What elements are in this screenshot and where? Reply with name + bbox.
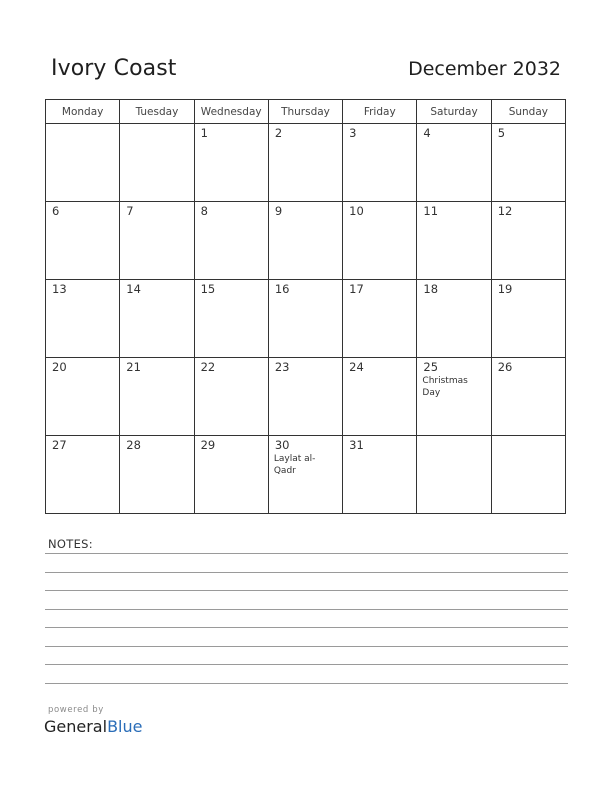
day-number: 3 — [349, 126, 357, 140]
day-number: 28 — [126, 438, 141, 452]
week-row — [46, 202, 566, 280]
day-number — [46, 124, 119, 127]
note-line — [45, 553, 568, 554]
weekday-friday: Friday — [343, 100, 417, 124]
day-cell — [194, 202, 268, 280]
day-cell — [268, 124, 342, 202]
day-cell — [120, 358, 194, 436]
day-cell — [120, 124, 194, 202]
powered-by-text: powered by — [48, 705, 104, 715]
note-line — [45, 646, 568, 647]
day-cell — [268, 202, 342, 280]
day-number: 1 — [200, 126, 208, 140]
day-cell — [120, 202, 194, 280]
brand-blue-text: Blue — [107, 717, 143, 736]
day-cell — [417, 436, 491, 514]
day-number: 4 — [423, 126, 431, 140]
note-line — [45, 627, 568, 628]
day-cell — [491, 280, 565, 358]
note-line — [45, 572, 568, 573]
day-number: 17 — [349, 282, 364, 296]
day-cell — [491, 436, 565, 514]
day-cell — [343, 202, 417, 280]
day-cell — [343, 124, 417, 202]
day-number: 9 — [274, 204, 283, 218]
day-cell — [194, 280, 268, 358]
day-cell — [194, 436, 268, 514]
day-number: 15 — [200, 282, 216, 296]
brand-general-text: General — [44, 717, 108, 736]
day-cell — [194, 124, 268, 202]
week-row — [46, 436, 566, 514]
month-year-title: December 2032 — [408, 58, 561, 80]
weekday-sunday: Sunday — [491, 100, 565, 124]
weekday-saturday: Saturday — [417, 100, 491, 124]
holiday-label: Laylat al-Qadr — [273, 454, 316, 476]
day-number: 10 — [349, 204, 364, 218]
day-cell — [268, 358, 342, 436]
generalblue-logo[interactable] — [44, 717, 142, 736]
notes-label: NOTES: — [48, 537, 93, 551]
day-cell — [491, 202, 565, 280]
note-line — [45, 683, 568, 684]
day-number: 5 — [497, 126, 506, 140]
day-cell — [343, 436, 417, 514]
note-line — [45, 664, 568, 665]
day-cell — [120, 280, 194, 358]
calendar-grid — [45, 99, 566, 514]
holiday-label: Christmas Day — [422, 376, 468, 398]
week-row — [46, 358, 566, 436]
day-number: 18 — [423, 282, 439, 296]
day-number: 31 — [349, 438, 364, 452]
day-number: 8 — [200, 204, 208, 218]
note-line — [45, 590, 568, 591]
day-number: 24 — [349, 360, 364, 374]
day-number: 6 — [52, 204, 60, 218]
day-number: 14 — [126, 282, 141, 296]
day-number: 25 — [423, 360, 439, 374]
country-title: Ivory Coast — [51, 56, 177, 81]
day-number: 30 — [274, 438, 290, 452]
weekday-monday: Monday — [46, 100, 120, 124]
day-number: 26 — [497, 360, 513, 374]
day-cell — [268, 436, 342, 514]
day-cell — [46, 202, 120, 280]
note-line — [45, 609, 568, 610]
day-number: 23 — [274, 360, 290, 374]
day-number: 19 — [497, 282, 513, 296]
day-cell — [46, 436, 120, 514]
weekday-tuesday: Tuesday — [120, 100, 194, 124]
day-number — [120, 124, 193, 127]
day-cell — [417, 202, 491, 280]
weekday-header-row — [46, 100, 566, 124]
day-cell — [46, 358, 120, 436]
weekday-thursday: Thursday — [268, 100, 342, 124]
day-cell — [491, 124, 565, 202]
day-cell — [46, 280, 120, 358]
day-cell — [491, 358, 565, 436]
week-row — [46, 124, 566, 202]
day-number: 13 — [52, 282, 67, 296]
day-number: 27 — [52, 438, 67, 452]
day-number: 29 — [200, 438, 216, 452]
day-cell — [343, 280, 417, 358]
day-cell — [417, 358, 491, 436]
day-cell — [417, 280, 491, 358]
day-cell — [194, 358, 268, 436]
day-number: 16 — [274, 282, 290, 296]
weekday-wednesday: Wednesday — [194, 100, 268, 124]
day-number: 20 — [52, 360, 67, 374]
day-number: 11 — [423, 204, 439, 218]
day-number: 21 — [126, 360, 141, 374]
day-number — [417, 436, 490, 439]
day-cell — [417, 124, 491, 202]
day-cell — [120, 436, 194, 514]
day-cell — [343, 358, 417, 436]
day-number: 22 — [200, 360, 216, 374]
week-row — [46, 280, 566, 358]
day-cell — [268, 280, 342, 358]
day-number: 2 — [274, 126, 283, 140]
day-number: 7 — [126, 204, 134, 218]
day-number — [492, 436, 565, 439]
day-number: 12 — [497, 204, 513, 218]
day-cell — [46, 124, 120, 202]
